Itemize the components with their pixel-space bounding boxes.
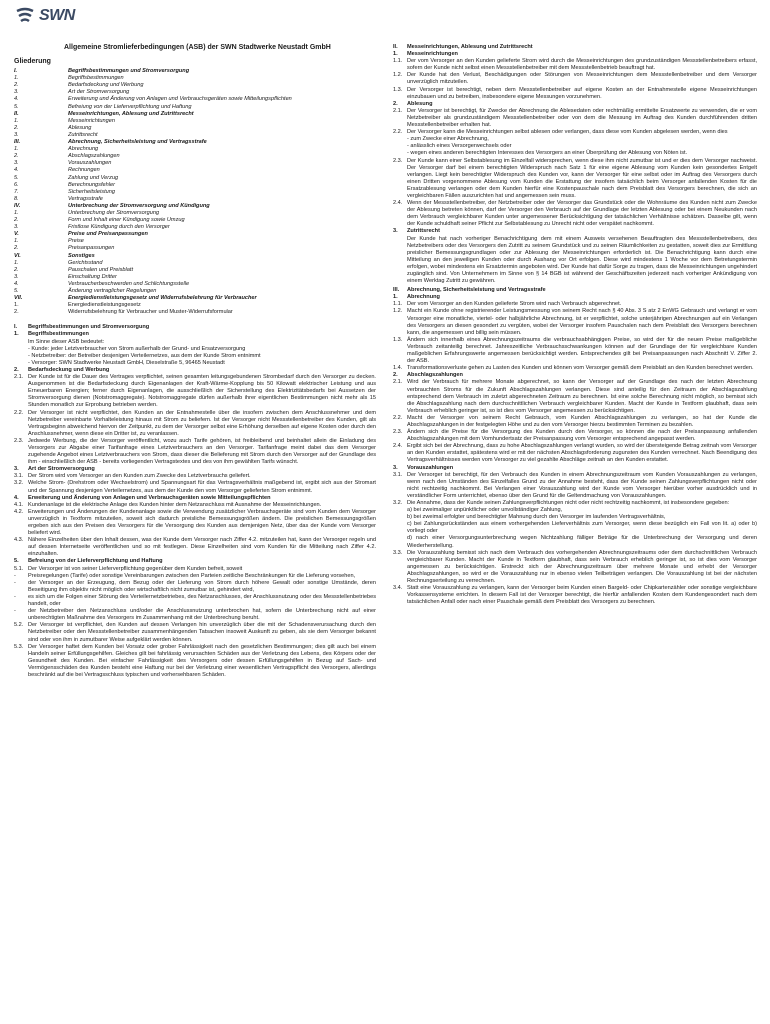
- paragraph-number: 1.: [393, 51, 398, 58]
- paragraph-number: 3.1.: [393, 471, 403, 478]
- toc-entry: [14, 203, 376, 210]
- paragraph-text: Vorauszahlungen: [407, 464, 454, 471]
- paragraph: [14, 480, 376, 494]
- paragraph: [393, 535, 757, 549]
- paragraph-text: b) bei zweimal erfolgter und berechtigter Mahnung durch den Versorger im laufenden Vertragsverhältnis,: [407, 514, 666, 521]
- paragraph: [393, 200, 757, 228]
- paragraph-text: Wenn der Messstellenbetreiber, der Netzbetreiber oder der Versorger das Grundstück oder die Wohnräume des Kunden nicht zum Zwecke der Ablesung betreten können, darf der Versorger den Verbrauch auf der Grundlage der letzten Ablesung oder bei einem Neukunden nach dem Verbrauch vergleichbarer Kunden unter angemessener Berücksichtigung der tatsächlichen Verhältnisse schätzen. Dasselbe gilt, wenn der Kunde schuldhaft seiner Pflicht zur Selbstablesung zu Unrecht nicht oder verspätet nachkommt.: [407, 200, 757, 228]
- logo-wordmark: SWN: [39, 7, 75, 24]
- paragraph-number: [393, 150, 407, 157]
- paragraph-number: 1.3.: [393, 86, 403, 93]
- paragraph: [393, 87, 757, 101]
- paragraph-number: 4.: [14, 494, 19, 501]
- paragraph: [393, 308, 757, 336]
- section-heading: [393, 287, 757, 294]
- toc-entry: [14, 217, 376, 224]
- paragraph-text: Zutrittsrecht: [407, 228, 440, 235]
- paragraph-number: 5.1.: [14, 565, 24, 572]
- toc-entry-label: Vertragsstrafe: [68, 195, 103, 202]
- paragraph-text: a) bei zweimaliger unpünktlicher oder unvollständiger Zahlung,: [407, 507, 563, 514]
- toc-entry-label: Fristlose Kündigung durch den Versorger: [68, 224, 170, 231]
- paragraph-text: - anlässlich eines Versorgerwechsels oder: [407, 143, 512, 150]
- paragraph-number: [14, 339, 28, 346]
- paragraph: [14, 537, 376, 558]
- paragraph-text: Befreiung von der Lieferverpflichtung und Haftung: [28, 558, 163, 565]
- paragraph-text: Der Versorger ist berechtigt, für den Verbrauch des Kunden in einem Abrechnungszeitraum vom Kunden Vorauszahlungen zu verlangen, wenn nach den Umständen des Einzelfalles Grund zu der Annahme besteht, dass der Kunde seinen Zahlungsverpflichtungen nicht oder nicht rechtzeitig nachkommt. Bei Verlangen einer Vorauszahlung wird der Kunde vom Versorger hierüber vorher ausdrücklich und in verständlicher Form unterrichtet, ebenso über den Grund für die Geltendmachung von Vorauszahlungen.: [407, 471, 757, 499]
- left-column: [14, 58, 376, 679]
- toc-entry-number: VI.: [14, 252, 21, 259]
- paragraph: [393, 365, 757, 372]
- toc-entry-label: Unterbrechung der Stromversorgung und Kündigung: [68, 202, 210, 209]
- paragraph-text: Erweiterung und Änderung von Anlagen und Verbrauchsgeräten sowie Mitteilungspflichten: [28, 494, 271, 501]
- toc-entry-label: Verbraucherbeschwerden und Schlichtungsstelle: [68, 280, 190, 287]
- paragraph: [14, 594, 376, 608]
- paragraph-text: Kundenanlage ist die elektrische Anlage des Kunden hinter dem Netzanschluss mit Ausnahme der Messeinrichtungen.: [28, 501, 322, 508]
- toc-entry: [14, 267, 376, 274]
- paragraph-number: 3.3.: [393, 549, 403, 556]
- toc-entry: [14, 224, 376, 231]
- toc-entry-number: V.: [14, 231, 19, 238]
- section-heading: [393, 51, 757, 58]
- paragraph: [393, 379, 757, 414]
- toc-entry: [14, 167, 376, 174]
- paragraph: [393, 585, 757, 606]
- toc-entry: [14, 210, 376, 217]
- paragraph: [14, 353, 376, 360]
- paragraph: [14, 580, 376, 594]
- paragraph-text: Statt eine Vorauszahlung zu verlangen, kann der Versorger beim Kunden einen Bargeld- oder Chipkartenzähler oder sonstige vergleichbare Vorkassensysteme errichten. In diesem Fall ist der Versorger berechtigt, die hierfür anfallenden Kosten dem Kundengesondert nach dem tatsächlichen Anfall oder nach einer Pauschale gemäß dem Preisblatt des Versorgers zu berechnen.: [407, 585, 757, 606]
- section-heading: [14, 324, 376, 331]
- paragraph: [393, 150, 757, 157]
- paragraph-number: 2.1.: [393, 107, 403, 114]
- toc-entry-label: Preise: [68, 238, 84, 245]
- paragraph: [393, 429, 757, 443]
- toc-entry-number: 1.: [14, 209, 19, 216]
- paragraph: [14, 473, 376, 480]
- paragraph: [393, 443, 757, 464]
- toc-entry: [14, 288, 376, 295]
- toc-entry-label: Abrechnung, Sicherheitsleistung und Vertragsstrafe: [68, 139, 207, 146]
- paragraph-text: Der Versorger ist nicht verpflichtet, den Kunden an der Entnahmestelle über die insofern zwischen dem Anschlussnehmer und dem Netzbetreiber vereinbarte Vorhalteleistung hinaus mit Strom zu beliefern. Ist der Versorger nicht Messstellenbetreiber des Kunden, gilt als Vertragsbeginn abweichend hiervon der Zeitpunkt, zu dem der Versorger selbst eine Erhöhung derselben auf eigene Kosten oder durch den Anschlussnehmer, wenn diese ein Dritter ist, zu veranlassen.: [28, 409, 376, 437]
- toc-entry-number: 1.: [14, 259, 19, 266]
- paragraph-text: Messeinrichtungen: [407, 51, 458, 58]
- section-heading: [393, 372, 757, 379]
- toc-entry-number: 2.: [14, 245, 19, 252]
- toc-entry: [14, 274, 376, 281]
- toc-entry-number: 2.: [14, 153, 19, 160]
- toc-entry-number: II.: [14, 110, 19, 117]
- paragraph-text: - Netzbetreiber: der Betreiber desjenigen Verteilernetzes, aus dem der Kunde Strom entnimmt: [28, 352, 261, 359]
- paragraph-number: 3.2.: [14, 480, 24, 487]
- paragraph: [14, 502, 376, 509]
- paragraph-number: [393, 521, 407, 535]
- toc-entry: [14, 82, 376, 89]
- toc-entry: [14, 295, 376, 302]
- left-body-text: [14, 324, 376, 679]
- paragraph-text: d) nach einer Versorgungsunterbrechung wegen Nichtzahlung fälliger Beträge für die Unterbrechung der Versorgung und deren Wiederherstellung.: [407, 535, 757, 549]
- toc-entry-number: 1.: [14, 238, 19, 245]
- toc-entry-number: 3.: [14, 131, 19, 138]
- toc-entry-number: I.: [14, 68, 18, 75]
- toc-entry-number: VII.: [14, 295, 23, 302]
- section-heading: [393, 465, 757, 472]
- paragraph-number: 4.3.: [14, 537, 24, 544]
- toc-entry-label: Energiedienstleistungsgesetz und Widerrufsbelehrung für Verbraucher: [68, 295, 257, 302]
- section-heading: [393, 228, 757, 235]
- paragraph: [14, 410, 376, 438]
- company-logo: [14, 6, 75, 26]
- paragraph: [14, 644, 376, 679]
- paragraph-number: 3.1.: [14, 473, 24, 480]
- paragraph: [14, 438, 376, 466]
- paragraph-text: Transformationsverluste gehen zu Lasten des Kunden und können vom Versorger gemäß dem Preisblatt an den Kunden berechnet werden.: [407, 365, 754, 372]
- toc-entry: [14, 175, 376, 182]
- paragraph-number: 1.: [14, 331, 19, 338]
- paragraph-number: 2.2.: [393, 414, 403, 421]
- paragraph-text: Art der Stromversorgung: [28, 466, 95, 473]
- toc-entry-number: 3.: [14, 273, 19, 280]
- toc-entry-label: Unterbrechung der Stromversorgung: [68, 209, 160, 216]
- toc-entry-number: 1.: [14, 302, 19, 309]
- toc-entry-number: 2.: [14, 309, 19, 316]
- toc-entry: [14, 118, 376, 125]
- toc-entry-number: 1.: [14, 117, 19, 124]
- toc-entry-label: Sonstiges: [68, 252, 95, 259]
- section-heading: [14, 495, 376, 502]
- paragraph: [393, 236, 757, 286]
- toc-entry: [14, 302, 376, 309]
- paragraph: [14, 573, 376, 580]
- paragraph-text: Erweiterungen und Änderungen der Kundenanlage sowie die Verwendung zusätzlicher Verbrauchsgeräte sind vom Kunden dem Versorger unverzüglich in Textform mitzuteilen, soweit sich dadurch preisliche Bemessungsgrößen ändern. Die preislichen Bemessungsgrößen ergeben sich aus den Preisen des Versorgers für die Versorgung des Kunden aus demjenigen Netz, über das der Kunde vom Versorger beliefert wird.: [28, 508, 376, 537]
- toc-entry-label: Befreiung von der Lieferverpflichtung und Haftung: [68, 103, 192, 110]
- toc-entry-number: 1.: [14, 146, 19, 153]
- toc-entry-label: Form und Inhalt einer Kündigung sowie Umzug: [68, 217, 185, 224]
- swn-logo-icon: [14, 7, 36, 25]
- section-heading: [14, 558, 376, 565]
- paragraph-text: Ergibt sich bei der Abrechnung, dass zu hohe Abschlagszahlungen verlangt wurden, so wird der übersteigende Betrag zeitnah vom Versorger an den Kunden erstattet, spätestens wird er mit der nächsten Abschlagsforderung zugunsten des Kunden verrechnet. Nach Beendigung des Vertragsverhältnisses werden vom Versorger zu viel gezahlte Abschläge zeitnah an den Kunden erstattet.: [407, 443, 757, 464]
- paragraph-number: 3.4.: [393, 585, 403, 592]
- toc-entry-label: Preise und Preisanpassungen: [68, 231, 148, 238]
- paragraph: [14, 346, 376, 353]
- paragraph-number: 3.2.: [393, 500, 403, 506]
- paragraph: [14, 509, 376, 537]
- toc-entry-label: Abschlagszahlungen: [68, 153, 120, 160]
- paragraph-text: Begriffsbestimmungen und Stromversorgung: [28, 324, 150, 331]
- toc-entry: [14, 96, 376, 103]
- toc-entry: [14, 160, 376, 167]
- toc-entry: [14, 132, 376, 139]
- paragraph-text: Der vom Versorger an den Kunden gelieferte Strom wird durch die Messeinrichtungen des grundzuständigen Messstellenbetreibers erfasst, sofern der Kunde nicht selbst einen Messstellenbetreiber mit dem Messstellenbetrieb beauftragt hat.: [407, 58, 757, 72]
- toc-entry: [14, 260, 376, 267]
- toc-entry-number: 6.: [14, 181, 19, 188]
- toc-entry-number: 3.: [14, 224, 19, 231]
- paragraph-number: 2.4.: [393, 200, 403, 207]
- paragraph-text: Bedarfsdeckung und Werbung: [28, 366, 110, 373]
- toc-entry: [14, 153, 376, 160]
- section-heading: [14, 367, 376, 374]
- paragraph-text: Im Sinne dieser ASB bedeutet:: [28, 338, 105, 345]
- paragraph: [393, 301, 757, 308]
- paragraph-number: [393, 507, 407, 514]
- paragraph: [14, 566, 376, 573]
- paragraph: [14, 608, 376, 622]
- toc-entry-number: 4.: [14, 96, 19, 103]
- paragraph: [393, 472, 757, 500]
- paragraph: [14, 339, 376, 346]
- toc-entry-label: Rechnungen: [68, 167, 100, 174]
- paragraph-number: 2.: [393, 372, 398, 379]
- paragraph-text: Der Versorger ist verpflichtet, den Kunden auf dessen Verlangen hin unverzüglich über die mit der Schadensverursachung durch den Netzbetreiber oder den Messstellenbetreiber zusammenhängenden Tatsachen insoweit Auskunft zu geben, als sie dem Versorger bekannt sind oder von ihm in zumutbarer Weise aufgeklärt werden können.: [28, 622, 376, 643]
- paragraph-text: Wird der Verbrauch für mehrere Monate abgerechnet, so kann der Versorger auf der Grundlage des nach der letzten Abrechnung verbrauchten Stroms für die Zukunft Abschlagszahlungen verlangen. Diese sind anteilig für den Zeitraum der Abschlagszahlung entsprechend dem Verbrauch im zuletzt abgerechneten Zeitraum zu berechnen. Ist eine solche Berechnung nicht möglich, so bemisst sich die Abschlagszahlung nach dem durchschnittlichen Verbrauch vergleichbarer Kunden. Macht der Kunde in Textform glaubhaft, dass sein Verbrauch erheblich geringer ist, so ist dies vom Versorger angemessen zu berücksichtigen.: [407, 379, 757, 414]
- paragraph-text: Der Strom wird vom Versorger an den Kunden zum Zwecke des Letztverbrauchs geliefert.: [28, 473, 251, 480]
- toc-entry-number: 3.: [14, 89, 19, 96]
- toc-entry: [14, 238, 376, 245]
- toc-entry: [14, 68, 376, 75]
- toc-heading: Gliederung: [14, 58, 51, 65]
- toc-entry-label: Vorauszahlungen: [68, 160, 112, 167]
- paragraph: [393, 521, 757, 535]
- section-heading: [14, 466, 376, 473]
- toc-entry-number: 5.: [14, 103, 19, 110]
- toc-entry-number: 2.: [14, 266, 19, 273]
- toc-entry: [14, 104, 376, 111]
- paragraph-text: Begriffsbestimmungen: [28, 331, 89, 338]
- paragraph-number: 3.: [14, 466, 19, 473]
- paragraph: [393, 514, 757, 521]
- paragraph: [393, 507, 757, 514]
- paragraph-text: Der Versorger ist berechtigt, neben dem Messstellenbetreiber auf eigene Kosten an der Entnahmestelle eigene Messeinrichtungen einzubauen und zu betreiben, insbesondere eigene Messungen vorzunehmen.: [407, 86, 757, 100]
- paragraph: [393, 136, 757, 143]
- paragraph-text: - zum Zwecke einer Abrechnung,: [407, 136, 489, 143]
- paragraph-text: Der Kunde ist für die Dauer des Vertrages verpflichtet, seinen gesamten leitungsgebundenen Strombedarf durch den Versorger zu decken. Ausgenommen ist die Bedarfsdeckung durch Eigenanlagen der Kraft-Wärme-Kopplung bis 50 Kilowatt elektrischer Leistung und aus Erneuerbaren Energien; ferner durch Eigenanlagen, die ausschließlich der Sicherstellung des Elektrizitätsbedarfs bei Aussetzen der Stromversorgung dienen (Notstromaggregate). Notstromaggregate dürfen außerhalb ihrer eigentlichen Bestimmungen nicht mehr als 15 Stunden monatlich zur Erprobung betrieben werden.: [28, 374, 376, 409]
- paragraph-number: [393, 535, 407, 549]
- paragraph-text: Der Versorger ist von seiner Lieferverpflichtung gegenüber dem Kunden befreit, soweit: [28, 565, 243, 572]
- paragraph-number: [14, 353, 28, 360]
- toc-entry-label: Bedarfsdeckung und Werbung: [68, 82, 144, 89]
- paragraph-number: 2.3.: [393, 157, 403, 164]
- paragraph-text: c) bei Zahlungsrückständen aus einem vorhergehenden Lieferverhältnis zum Versorger, wenn diese bezüglich ein Fall von lit. a) oder b) vorliegt oder: [407, 521, 757, 535]
- paragraph-text: Der vom Versorger an den Kunden gelieferte Strom wird nach Verbrauch abgerechnet.: [407, 301, 622, 308]
- toc-entry-number: 2.: [14, 124, 19, 131]
- toc-entry: [14, 196, 376, 203]
- toc-entry-number: 1.: [14, 75, 19, 82]
- toc-entry-label: Ablesung: [68, 124, 92, 131]
- paragraph-text: - Kunde: jeder Letztverbraucher von Strom außerhalb der Grund- und Ersatzversorgung: [28, 345, 246, 352]
- paragraph-number: [393, 514, 407, 521]
- paragraph: [393, 129, 757, 136]
- paragraph-number: 2.4.: [393, 443, 403, 450]
- paragraph-text: Abrechnung: [407, 294, 440, 301]
- toc-entry: [14, 245, 376, 252]
- toc-entry-label: Einschaltung Dritter: [68, 273, 117, 280]
- paragraph-text: - wegen eines anderen berechtigten Interesses des Versorgers an einer Überprüfung der Ablesung von Nöten ist.: [407, 150, 688, 157]
- toc-entry-number: 2.: [14, 82, 19, 89]
- toc-entry-label: Änderung vertraglicher Regelungen: [68, 288, 157, 294]
- paragraph-number: 3.: [393, 464, 398, 471]
- paragraph-text: Macht der Versorger von seinem Recht Gebrauch, vom Kunden Abschlagszahlungen zu verlangen, so hat der Kunde die Abschlagszahlungen in der festgelegten Höhe und zu den vom Versorger hierzu bestimmten Terminen zu bezahlen.: [407, 414, 757, 428]
- paragraph-number: -: [14, 572, 16, 579]
- paragraph-number: 1.1.: [393, 301, 403, 308]
- toc-entry-label: Begriffsbestimmungen: [68, 75, 124, 82]
- toc-entry-label: Energiedienstleistungsgesetz: [68, 302, 141, 309]
- toc-entry-number: 4.: [14, 167, 19, 174]
- paragraph-number: [393, 236, 407, 286]
- toc-entry: [14, 281, 376, 288]
- toc-entry-number: 7.: [14, 188, 19, 195]
- paragraph-text: Der Kunde hat den Verlust, Beschädigungen oder Störungen von Messeinrichtungen dem Messstellenbetreiber und dem Versorger unverzüglich mitzuteilen.: [407, 72, 757, 86]
- paragraph-text: Die Vorauszahlung bemisst sich nach dem Verbrauch des vorhergehenden Abrechnungszeitraums oder dem durchschnittlichen Verbrauch vergleichbarer Kunden. Macht der Kunde in Textform glaubhaft, dass sein Verbrauch erheblich geringer ist, so ist dies vom Versorger angemessen zu berücksichtigen. Erstreckt sich der Abrechnungszeitraum über mehrere Monate und erhebt der Versorger Abschlagszahlungen, so wird er die Vorauszahlung nur in ebenso vielen Teilbeträgen verlangen. Die Vorauszahlung ist bei der nächsten Rechnungserteilung zu verrechnen.: [407, 549, 757, 585]
- toc-entry: [14, 182, 376, 189]
- toc-entry: [14, 231, 376, 238]
- paragraph: [14, 622, 376, 643]
- paragraph-text: Welche Strom- (Drehstrom oder Wechselstrom) und Spannungsart für das Vertragsverhältnis maßgebend ist, ergibt sich aus der Stromart und der Spannung desjenigen Verteilernetzes, aus dem der Kunde den vom Versorger gelieferten Strom entnimmt.: [28, 480, 376, 494]
- paragraph-number: 2.2.: [14, 409, 24, 416]
- toc-entry-label: Widerrufsbelehrung für Verbraucher und Muster-Widerrufsformular: [68, 309, 233, 316]
- toc-entry: [14, 125, 376, 132]
- paragraph-number: 1.3.: [393, 336, 403, 343]
- paragraph-number: 4.2.: [14, 508, 24, 515]
- paragraph-number: 1.: [393, 294, 398, 301]
- paragraph-text: Der Versorger kann die Messeinrichtungen selbst ablesen oder verlangen, dass diese vom Kunden abgelesen werden, wenn dies: [407, 129, 728, 136]
- paragraph-text: Abrechnung, Sicherheitsleistung und Vertragsstrafe: [407, 287, 546, 294]
- toc-entry-label: Messeinrichtungen, Ablesung und Zutrittsrecht: [68, 110, 194, 117]
- paragraph-number: [14, 346, 28, 353]
- paragraph: [393, 550, 757, 585]
- paragraph-number: 5.3.: [14, 643, 24, 650]
- paragraph: [393, 72, 757, 86]
- paragraph: [14, 360, 376, 367]
- toc-entry-label: Zutrittsrecht: [68, 131, 98, 138]
- toc-entry-label: Zahlung und Verzug: [68, 174, 119, 181]
- toc-entry-label: Erweiterung und Änderung von Anlagen und Verbrauchsgeräten sowie Mitteilungspflichten: [68, 96, 292, 103]
- toc-entry-number: III.: [14, 139, 21, 146]
- paragraph-number: [393, 136, 407, 143]
- toc-entry: [14, 75, 376, 82]
- document-title: Allgemeine Stromlieferbedingungen (ASB) der SWN Stadtwerke Neustadt GmbH: [64, 44, 331, 51]
- paragraph-text: Ändern sich innerhalb eines Abrechnungszeitraums die verbrauchsabhängigen Preise, so wird der für die neuen Preise maßgebliche Verbrauch zeitanteilig berechnet. Jahreszeitliche Verbrauchsschwankungen können auf der Grundlage der für vergleichbare Kunden maßgeblichen Erfahrungswerte angemessen berücksichtigt werden. Entsprechendes gilt bei Preisanpassungen nach Abschnitt V. Ziffer 2. der ASB.: [407, 336, 757, 365]
- paragraph-text: Der Kunde hat nach vorheriger Benachrichtigung dem mit einem Ausweis versehenen Beauftragten des Messstellenbetreibers, des Netzbetreibers oder des Versorgers den Zutritt zu seinem Grundstück und zu seinen Räumlichkeiten zu gestatten, soweit dies zur Ermittlung preislicher Bemessungsgrundlagen oder zur Ablesung der Messeinrichtungen erforderlich ist. Die Benachrichtigung kann durch eine Mitteilung an den jeweiligen Kunden oder durch Aushang vor Ort erfolgen. Diese wird mindestens 1 Woche vor dem Betretungstermin erfolgen, wobei mindestens ein Ersatztermin angeboten wird. Der Kunde hat dafür Sorge zu tragen, dass die Messeinrichtungen ungehindert zugänglich sind. Von Unternehmern im Sinne von § 14 BGB ist während der Geschäftszeiten jederzeit nach vorheriger Ankündigung von einem Werktag Zutritt zu gewähren.: [407, 235, 757, 285]
- paragraph-text: es sich um die Folgen einer Störung des Verteilernetzbetriebes, des Netzanschlusses, der Anschlussnutzung oder des Messstellenbetriebes handelt, oder: [28, 593, 376, 608]
- paragraph: [393, 337, 757, 365]
- paragraph-number: 2.1.: [393, 379, 403, 386]
- toc-entry-number: 5.: [14, 288, 19, 294]
- paragraph-number: -: [14, 608, 16, 615]
- paragraph-number: I.: [14, 324, 18, 331]
- paragraph-number: II.: [393, 44, 398, 50]
- right-column: [393, 44, 757, 606]
- toc-entry-label: Begriffsbestimmungen und Stromversorgung: [68, 68, 190, 75]
- toc-entry-label: Messeinrichtungen: [68, 117, 115, 124]
- paragraph-number: -: [14, 593, 16, 600]
- toc-entry: [14, 189, 376, 196]
- paragraph-number: [14, 360, 28, 367]
- toc-entry-label: Berechnungsfehler: [68, 181, 115, 188]
- paragraph-text: Abschlagszahlungen: [407, 372, 463, 379]
- paragraph-number: III.: [393, 287, 400, 294]
- paragraph-number: 2.: [14, 366, 19, 373]
- paragraph-number: 2.1.: [14, 374, 24, 381]
- paragraph-text: Ablesung: [407, 100, 433, 107]
- paragraph: [393, 108, 757, 129]
- paragraph-number: 5.: [14, 558, 19, 565]
- paragraph-number: 4.1.: [14, 501, 24, 508]
- paragraph-text: Der Versorger haftet dem Kunden bei Vorsatz oder grober Fahrlässigkeit nach den gesetzlichen Bestimmungen; dies gilt auch bei einem Handeln seiner Erfüllungsgehilfen. Gleiches gilt bei fahrlässig verursachten Schäden aus der Verletzung des Lebens, des Körpers oder der Gesundheit des Kunden. Bei einfacher Fahrlässigkeit des Versorgers oder dessen Erfüllungsgehilfen in Bezug auf Sach- und Vermögensschäden des Kunden besteht eine Haftung nur bei der Verletzung einer wesentlichen Vertragspflicht des Versorgers, allerdings beschränkt auf die bei Vertragsschluss typischen und vorhersehbaren Schäden.: [28, 643, 376, 678]
- toc-entry-label: Gerichtsstand: [68, 259, 103, 266]
- section-heading: [393, 101, 757, 108]
- paragraph-number: 2.: [393, 100, 398, 107]
- toc-entry-number: 3.: [14, 160, 19, 167]
- paragraph-number: 5.2.: [14, 622, 24, 629]
- paragraph-text: der Netzbetreiber den Netzanschluss und/oder die Anschlussnutzung unterbrochen hat, sofern die Unterbrechung nicht auf einer unberechtigten Maßnahme des Versorgers im Zusammenhang mit der Unterbrechung beruht.: [28, 608, 376, 622]
- paragraph-number: 2.3.: [393, 429, 403, 436]
- toc-entry: [14, 309, 376, 316]
- section-heading: [393, 294, 757, 301]
- paragraph-text: Macht ein Kunde ohne registrierender Leistungsmessung von seinem Recht nach § 40 Abs. 3 S atz 2 EnWG Gebrauch und verlangt er vom Versorger eine monatliche, viertel- oder halbjährliche Abrechnung, ist er verpflichtet, solche unterjährigen Abrechnungen auf ein Verlangen des Versorgers an diesen gesondert zu vergüten, wobei der Versorger insofern Pauschalen nach dem Preisblatt des Versorgers berechnen kann, die angemessen und billig sein müssen.: [407, 308, 757, 336]
- paragraph-number: -: [14, 579, 16, 586]
- toc-entry: [14, 111, 376, 118]
- paragraph: [393, 500, 757, 507]
- toc-entry-label: Abrechnung: [68, 146, 99, 153]
- paragraph-number: 2.3.: [14, 437, 24, 444]
- paragraph-number: 1.2.: [393, 72, 403, 79]
- toc-entry: [14, 253, 376, 260]
- paragraph: [14, 374, 376, 409]
- toc-entry-label: Sicherheitsleistung: [68, 188, 115, 195]
- paragraph-text: Preisregelungen (Tarife) oder sonstige Vereinbarungen zwischen den Parteien zeitliche Beschränkungen für die Lieferung vorsehen,: [28, 572, 356, 579]
- paragraph: [393, 158, 757, 201]
- toc-entry: [14, 146, 376, 153]
- paragraph-text: der Versorger an der Erzeugung, dem Bezug oder der Lieferung von Strom durch höhere Gewalt oder sonstige Umstände, deren Beseitigung ihm objektiv nicht möglich oder wirtschaftlich nicht zumutbar ist, gehindert wird,: [28, 579, 376, 593]
- toc-entry-number: 5.: [14, 174, 19, 181]
- right-body-text: [393, 44, 757, 606]
- paragraph: [393, 58, 757, 72]
- paragraph-number: 1.2.: [393, 308, 403, 315]
- toc-entry-label: Preisanpassungen: [68, 245, 115, 252]
- paragraph-text: Der Versorger ist berechtigt, für Zwecke der Abrechnung die Ablesedaten oder rechtmäßig ermittelte Ersatzwerte zu verwenden, die er vom Netzbetreiber als grundzuständigem Messstellenbetreiber oder von dem die Messung im Auftrag des Kunden durchführenden dritten Messstellenbetreiber erhalten hat.: [407, 107, 757, 129]
- paragraph-text: Jedwede Werbung, die der Versorger veröffentlicht, wozu auch Tarife gehören, ist freibleibend und beinhaltet allein die Einladung des Versorgers zur Abgabe einer Tarifanfrage eines Letztverbrauchers an den Versorger. Tarifanfrage meint dabei das dem Versorger zugehende Angebot eines Letztverbrauchers von Strom, dass dieser die Belieferung mit Strom durch den Versorger auf der Grundlage des ihm - einschließlich der ASB - bereits vorliegenden Vertragstextes und des von ihm gewählten Tarifs wünscht.: [28, 437, 376, 466]
- toc-entry-number: 2.: [14, 217, 19, 224]
- toc-entry-number: 4.: [14, 280, 19, 287]
- paragraph-text: Nähere Einzelheiten über den Inhalt dessen, was der Kunde dem Versorger nach Ziffer 4.2. mitzuteilen hat, kann der Versorger regeln und auf dessen Internetseite veröffentlichen und so mit festlegen. Diese Einzelheiten sind vom Kunden für die Mitteilung nach Ziffer 4.2. einzuhalten.: [28, 537, 376, 558]
- paragraph-number: 1.1.: [393, 58, 403, 65]
- toc-entry-label: Pauschalen und Preisblatt: [68, 266, 133, 273]
- paragraph-text: Ändern sich die Preise für die Versorgung des Kunden durch den Versorger, so können die nach der Preisanpassung anfallenden Abschlagszahlungen mit dem Vomhundertsatz der Preisanpassung vom Versorger entsprechend angepasst werden.: [407, 429, 757, 443]
- paragraph-number: 1.4.: [393, 365, 403, 372]
- toc-entry-number: IV.: [14, 202, 21, 209]
- paragraph-text: Die Annahme, dass der Kunde seinen Zahlungsverpflichtungen nicht oder nicht rechtzeitig nachkommt, ist insbesondere gegeben:: [407, 500, 730, 506]
- paragraph-text: Der Kunde kann einer Selbstablesung im Einzelfall widersprechen, wenn diese ihm nicht zumutbar ist und er dies dem Versorger nachweist. Der Versorger darf bei einem berechtigten Widerspruch nach Satz 1 für eine eigene Ablesung vom Kunden kein gesondertes Entgelt verlangen. Liegt kein berechtigter Widerspruch des Kunden vor, kann der Versorger für eine selbst oder im Auftrag des Versorgers durch einen Dritten vorgenommene Ablesung vom Kunden die Erstattung der insofern tatsächlich beim Versorger anfallenden Kosten für die Ersatzablesung verlangen oder dem Kunden hierfür eine Kostenpauschale nach dem Preisblatt des Versorgers berechnen, die sich an vergleichbaren Fällen auszurichten hat und angemessen sein muss.: [407, 157, 757, 199]
- toc-entry-number: 8.: [14, 195, 19, 202]
- toc-entry: [14, 139, 376, 146]
- paragraph-number: [393, 143, 407, 150]
- section-heading: [393, 44, 757, 51]
- paragraph-text: Messeinrichtungen, Ablesung und Zutrittsrecht: [407, 44, 533, 50]
- paragraph-number: 3.: [393, 228, 398, 235]
- paragraph-number: 2.2.: [393, 129, 403, 136]
- paragraph-text: - Versorger: SWN Stadtwerke Neustadt GmbH, Dieselstraße 5, 96465 Neustadt: [28, 359, 225, 366]
- toc-entry-label: Art der Stromversorgung: [68, 89, 130, 96]
- table-of-contents: [14, 68, 376, 316]
- section-heading: [14, 331, 376, 338]
- paragraph: [393, 415, 757, 429]
